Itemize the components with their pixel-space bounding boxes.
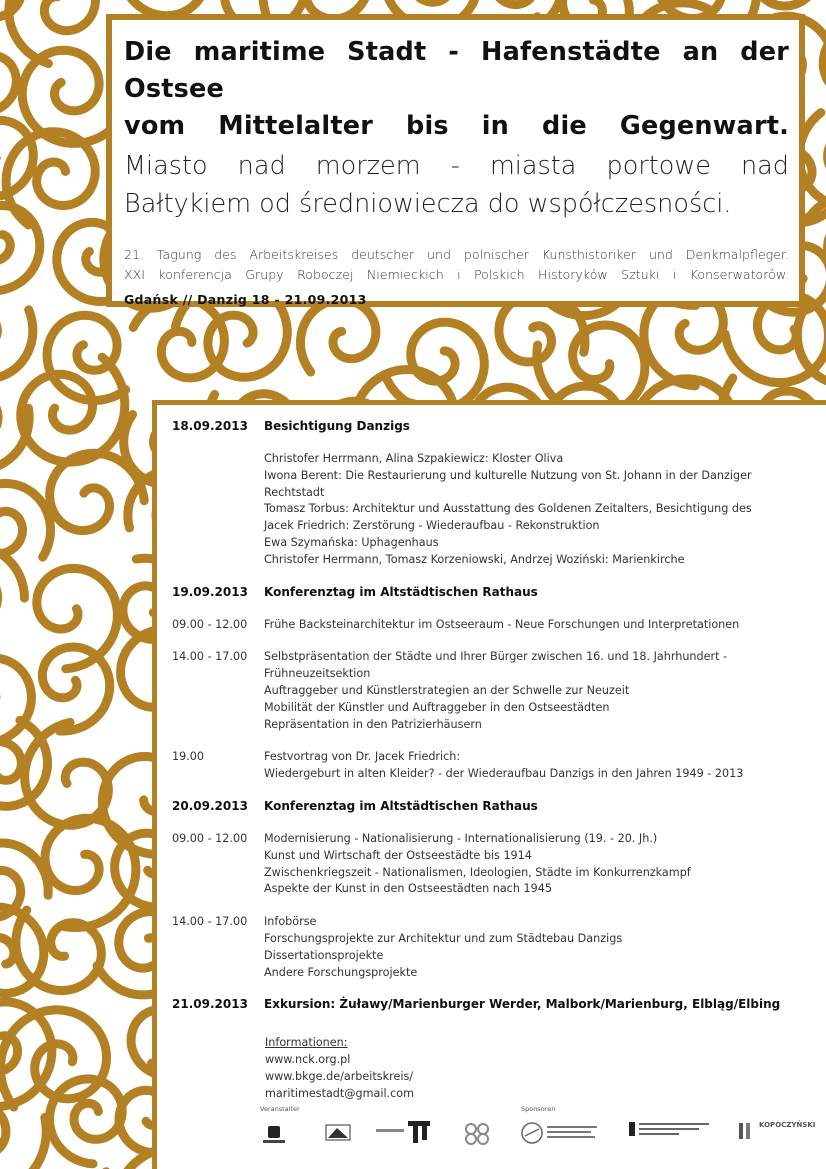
day-date: 19.09.2013: [172, 584, 248, 599]
title-pl-line: Bałtykiem od średniowiecza do współczesności.: [124, 189, 732, 219]
day-heading: [172, 797, 826, 815]
program-line: Ewa Szymańska: Uphagenhaus: [264, 535, 439, 549]
subtitle-line: XXI konferencja Grupy Roboczej Niemieckich i Polskich Historyków Sztuki i Konserwatorów.: [124, 267, 789, 282]
place-date: Gdańsk // Danzig 18 - 21.09.2013: [124, 292, 367, 307]
program-line: Andere Forschungsprojekte: [264, 965, 418, 979]
slot-lines: [264, 451, 752, 569]
kopoczynski-logo-icon: [737, 1121, 757, 1143]
title-de-line: vom Mittelalter bis in die Gegenwart.: [124, 111, 789, 141]
day-title: Exkursion: Żuławy/Marienburger Werder, Malbork/Marienburg, Elbląg/Elbing: [264, 997, 781, 1012]
program-line: Auftraggeber und Künstlerstrategien an der Schwelle zur Neuzeit: [264, 683, 630, 697]
day-1: [172, 417, 826, 569]
slot-lines: [264, 831, 691, 898]
slot-lines: [264, 617, 739, 634]
program-line: Christofer Herrmann, Tomasz Korzeniowski, Andrzej Woziński: Marienkirche: [264, 552, 685, 566]
day-4: [172, 995, 826, 1013]
program-line: Frühe Backsteinarchitektur im Ostseeraum - Neue Forschungen und Interpretationen: [264, 617, 740, 631]
slot-lines: [264, 749, 743, 783]
day-heading: [172, 583, 826, 601]
program-line: Wiedergeburt in alten Kleider? - der Wiederaufbau Danzigs in den Jahren 1949 - 2013: [264, 767, 744, 781]
slot-time: 09.00 - 12.00: [172, 831, 248, 845]
slot-time: 09.00 - 12.00: [172, 617, 248, 631]
slot-time: [172, 451, 264, 569]
slot-time: 19.00: [172, 750, 205, 764]
link-nck[interactable]: www.nck.org.pl: [265, 1053, 351, 1066]
title-pl-line: Miasto nad morzem - miasta portowe nad: [124, 151, 789, 181]
program-line: Rechtstadt: [264, 485, 325, 499]
day-date: 18.09.2013: [172, 419, 248, 433]
information-block: [265, 1034, 414, 1102]
knot-logo-icon: [462, 1122, 492, 1146]
program-slot: [172, 617, 826, 634]
subtitle-line: 21. Tagung des Arbeitskreises deutscher und polnischer Kunsthistoriker und Denkmalpfleger.: [124, 247, 789, 262]
program-line: Frühneuzeitsektion: [264, 667, 371, 681]
day-title: Konferenztag im Altstädtischen Rathaus: [264, 798, 538, 813]
slot-time: 14.00 - 17.00: [172, 915, 248, 929]
day-3: [172, 797, 826, 981]
link-bkge[interactable]: www.bkge.de/arbeitskreis/: [265, 1070, 414, 1083]
program-line: Tomasz Torbus: Architektur und Ausstattung des Goldenen Zeitalters, Besichtigung des: [264, 502, 752, 516]
slot-time: 14.00 - 17.00: [172, 650, 248, 664]
subtitle: [124, 245, 789, 285]
kopoczynski-logo-text: KOPOCZYŃSKI: [759, 1121, 816, 1129]
title-german: [124, 34, 789, 145]
slot-lines: [264, 914, 622, 981]
email-link[interactable]: maritimestadt@gmail.com: [265, 1087, 415, 1100]
foundation-logo-icon: [521, 1122, 601, 1144]
university-logo-icon: [260, 1122, 288, 1146]
slot-lines: [264, 649, 727, 733]
institute-logo-icon: [325, 1123, 351, 1143]
day-title: Besichtigung Danzigs: [264, 419, 410, 433]
organizers-label: Veranstalter: [260, 1105, 300, 1113]
program-line: Mobilität der Künstler und Auftraggeber in den Ostseestädten: [264, 700, 610, 714]
program-line: Forschungsprojekte zur Architektur und zum Städtebau Danzigs: [264, 931, 623, 945]
federal-commissioner-logo-icon: [627, 1120, 717, 1142]
title-de-line: Die maritime Stadt - Hafenstädte an der Ostsee: [124, 37, 789, 104]
day-heading: [172, 995, 826, 1013]
program-slot: [172, 649, 826, 733]
sponsors-label: Sponsoren: [521, 1105, 556, 1113]
title-polish: [124, 147, 789, 223]
program-slot: [172, 749, 826, 783]
program-line: Infobörse: [264, 915, 317, 929]
program-line: Iwona Berent: Die Restaurierung und kulturelle Nutzung von St. Johann in der Danziger: [264, 468, 752, 482]
header-box: [106, 14, 805, 307]
day-title: Konferenztag im Altstädtischen Rathaus: [264, 584, 538, 599]
information-label: Informationen:: [265, 1036, 348, 1049]
day-date: 20.09.2013: [172, 798, 248, 813]
program-line: Modernisierung - Nationalisierung - Internationalisierung (19. - 20. Jh.): [264, 831, 658, 845]
program-line: Repräsentation in den Patrizierhäusern: [264, 717, 482, 731]
program-line: Zwischenkriegszeit - Nationalismen, Ideologien, Städte im Konkurrenzkampf: [264, 865, 691, 879]
day-heading: [172, 417, 826, 435]
day-date: 21.09.2013: [172, 997, 248, 1012]
program-slot: [172, 831, 826, 898]
program-slot: [172, 914, 826, 981]
program-line: Selbstpräsentation der Städte und Ihrer Bürger zwischen 16. und 18. Jahrhundert -: [264, 650, 728, 664]
day-2: [172, 583, 826, 783]
program-slot: [172, 451, 826, 569]
technical-university-logo-icon: [375, 1119, 433, 1145]
program-line: Festvortrag von Dr. Jacek Friedrich:: [264, 750, 461, 764]
program-line: Jacek Friedrich: Zerstörung - Wiederaufbau - Rekonstruktion: [264, 519, 600, 533]
program-line: Aspekte der Kunst in den Ostseestädten nach 1945: [264, 882, 552, 896]
program-line: Kunst und Wirtschaft der Ostseestädte bis 1914: [264, 848, 532, 862]
program-line: Christofer Herrmann, Alina Szpakiewicz: Kloster Oliva: [264, 452, 564, 465]
program-line: Dissertationsprojekte: [264, 948, 384, 962]
program-box: [152, 400, 826, 1169]
